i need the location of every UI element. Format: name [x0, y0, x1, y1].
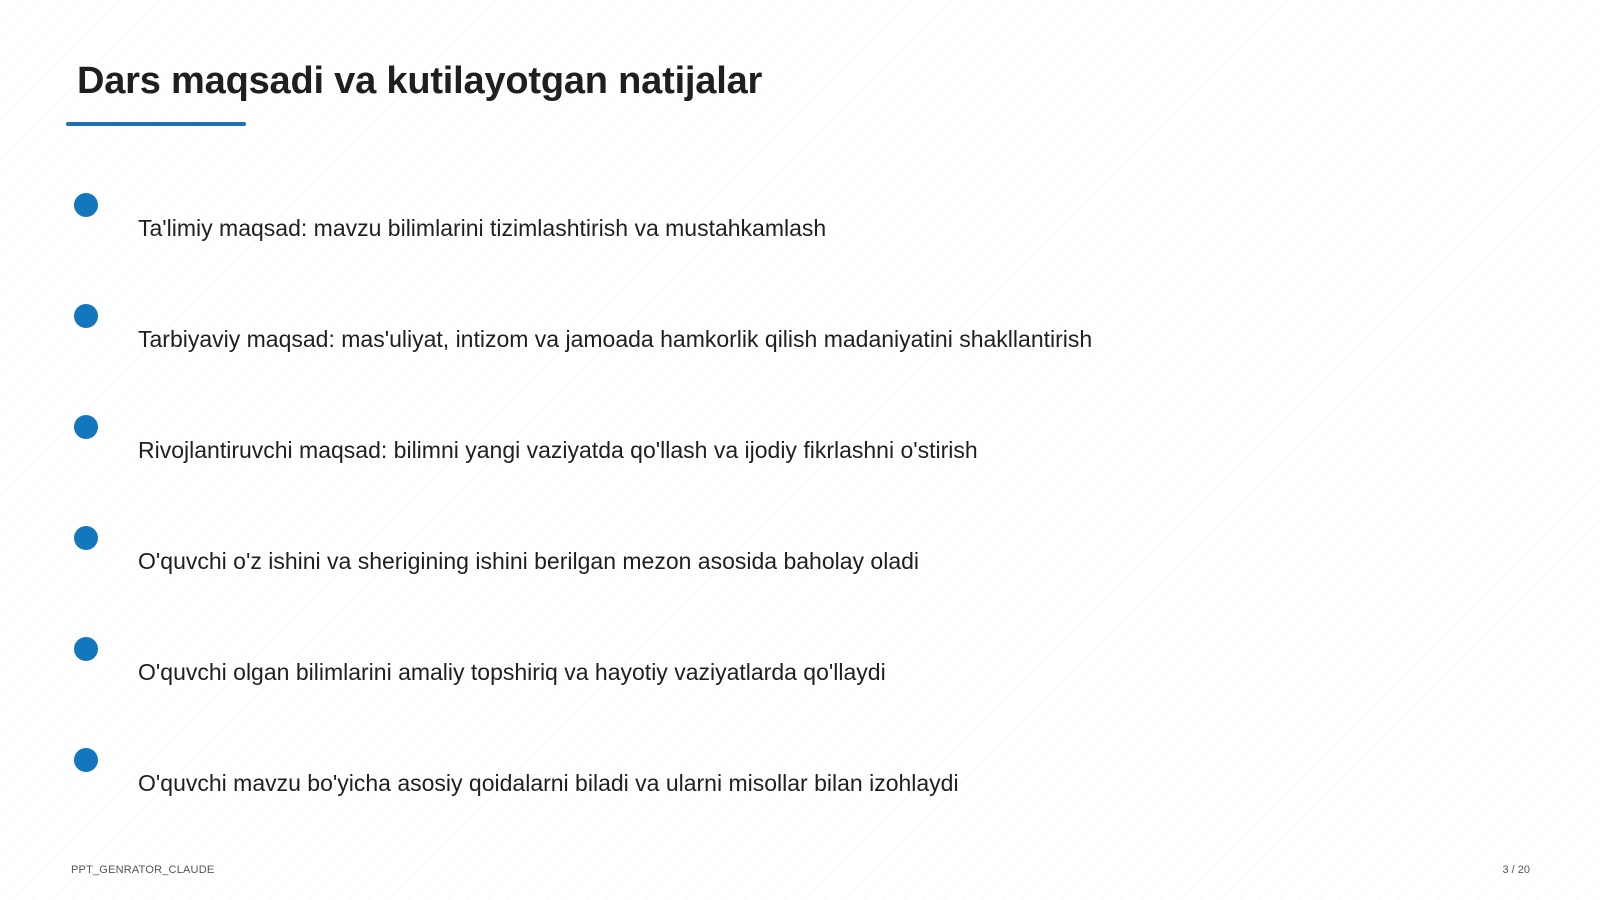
- slide-title: Dars maqsadi va kutilayotgan natijalar: [77, 60, 763, 102]
- bullet-text: O'quvchi olgan bilimlarini amaliy topshiriq va hayotiy vaziyatlarda qo'llaydi: [138, 659, 886, 685]
- page-indicator: 3 / 20: [1502, 864, 1530, 876]
- bullet-text: Rivojlantiruvchi maqsad: bilimni yangi vaziyatda qo'llash va ijodiy fikrlashni o'stirish: [138, 437, 978, 463]
- bullet-dot-icon: [74, 526, 98, 550]
- bullet-text: O'quvchi mavzu bo'yicha asosiy qoidalarni biladi va ularni misollar bilan izohlaydi: [138, 770, 959, 796]
- bullet-dot-icon: [74, 193, 98, 217]
- bullet-dot-icon: [74, 415, 98, 439]
- bullet-item: [0, 526, 1500, 586]
- bullet-item: [0, 415, 1500, 475]
- bullet-dot-icon: [74, 304, 98, 328]
- bullet-dot-icon: [74, 637, 98, 661]
- bullet-dot-icon: [74, 748, 98, 772]
- bullet-item: [0, 637, 1500, 697]
- bullet-item: [0, 193, 1500, 253]
- bullet-text: Ta'limiy maqsad: mavzu bilimlarini tizimlashtirish va mustahkamlash: [138, 215, 827, 241]
- title-underline: [66, 122, 246, 126]
- bullet-item: [0, 748, 1500, 808]
- bullet-text: Tarbiyaviy maqsad: mas'uliyat, intizom va jamoada hamkorlik qilish madaniyatini shakllantirish: [138, 326, 1093, 352]
- bullet-item: [0, 304, 1500, 364]
- bullet-text: O'quvchi o'z ishini va sherigining ishini berilgan mezon asosida baholay oladi: [138, 548, 920, 574]
- footer-brand: PPT_GENRATOR_CLAUDE: [71, 864, 215, 876]
